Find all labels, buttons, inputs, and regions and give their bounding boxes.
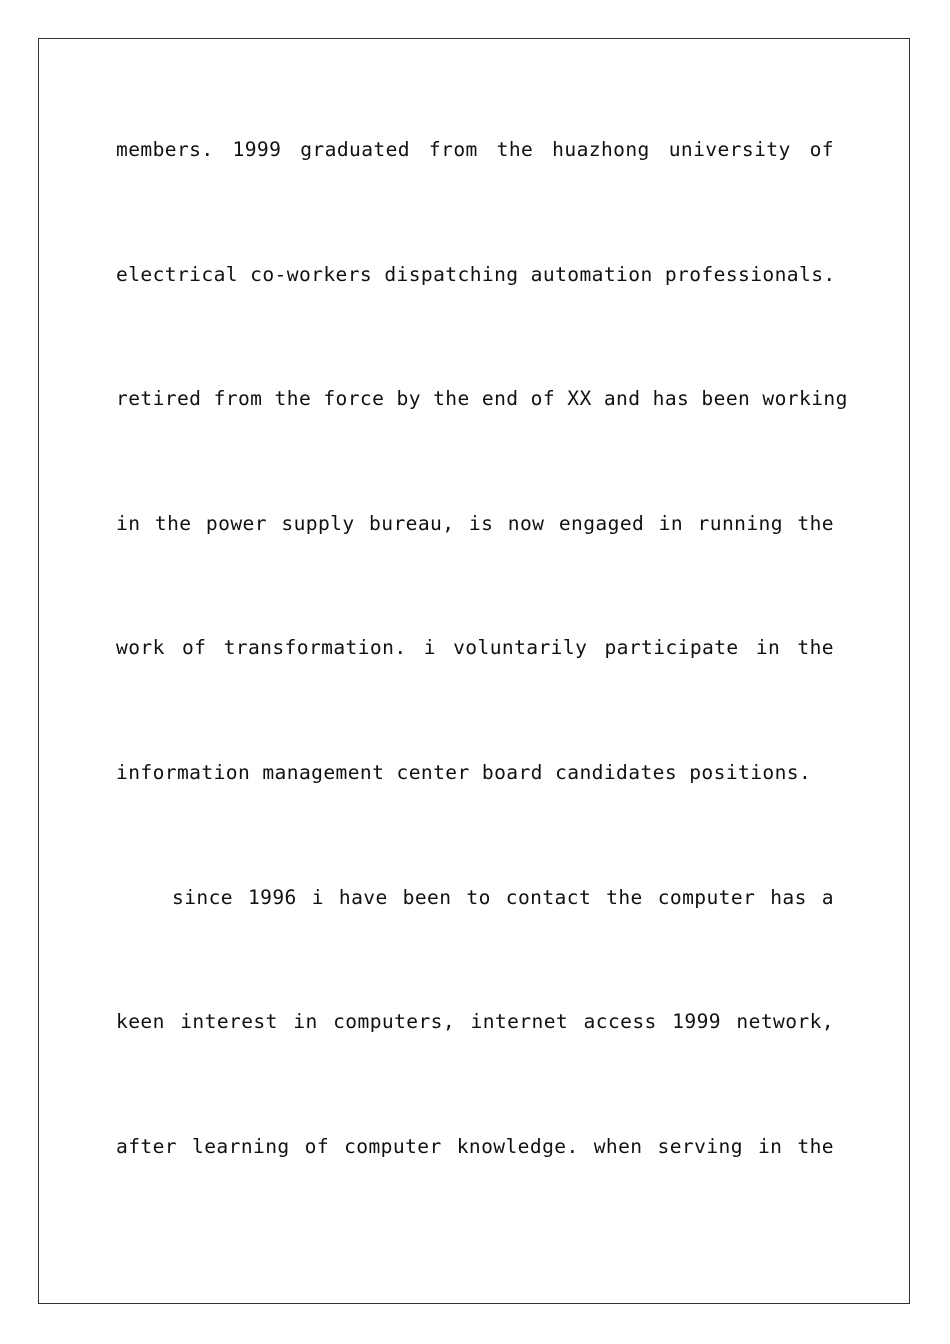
text-line-3: retired from the force by the end of XX and has been working xyxy=(116,387,848,411)
text-line-1: members. 1999 graduated from the huazhong university of xyxy=(116,138,834,161)
text-line-9: after learning of computer knowledge. when serving in the xyxy=(116,1134,834,1158)
text-line-8: keen interest in computers, internet access 1999 network, xyxy=(116,1010,834,1034)
text-line-5: work of transformation. i voluntarily participate in the xyxy=(116,636,834,660)
text-line-4: in the power supply bureau, is now engaged in running the xyxy=(116,511,834,535)
document-body xyxy=(116,128,848,1249)
text-line-7-paragraph-start: since 1996 i have been to contact the computer has a xyxy=(172,885,834,909)
text-line-2: electrical co-workers dispatching automation professionals. xyxy=(116,262,836,286)
text-line-6-paragraph-end: information management center board candidates positions. xyxy=(116,760,812,784)
